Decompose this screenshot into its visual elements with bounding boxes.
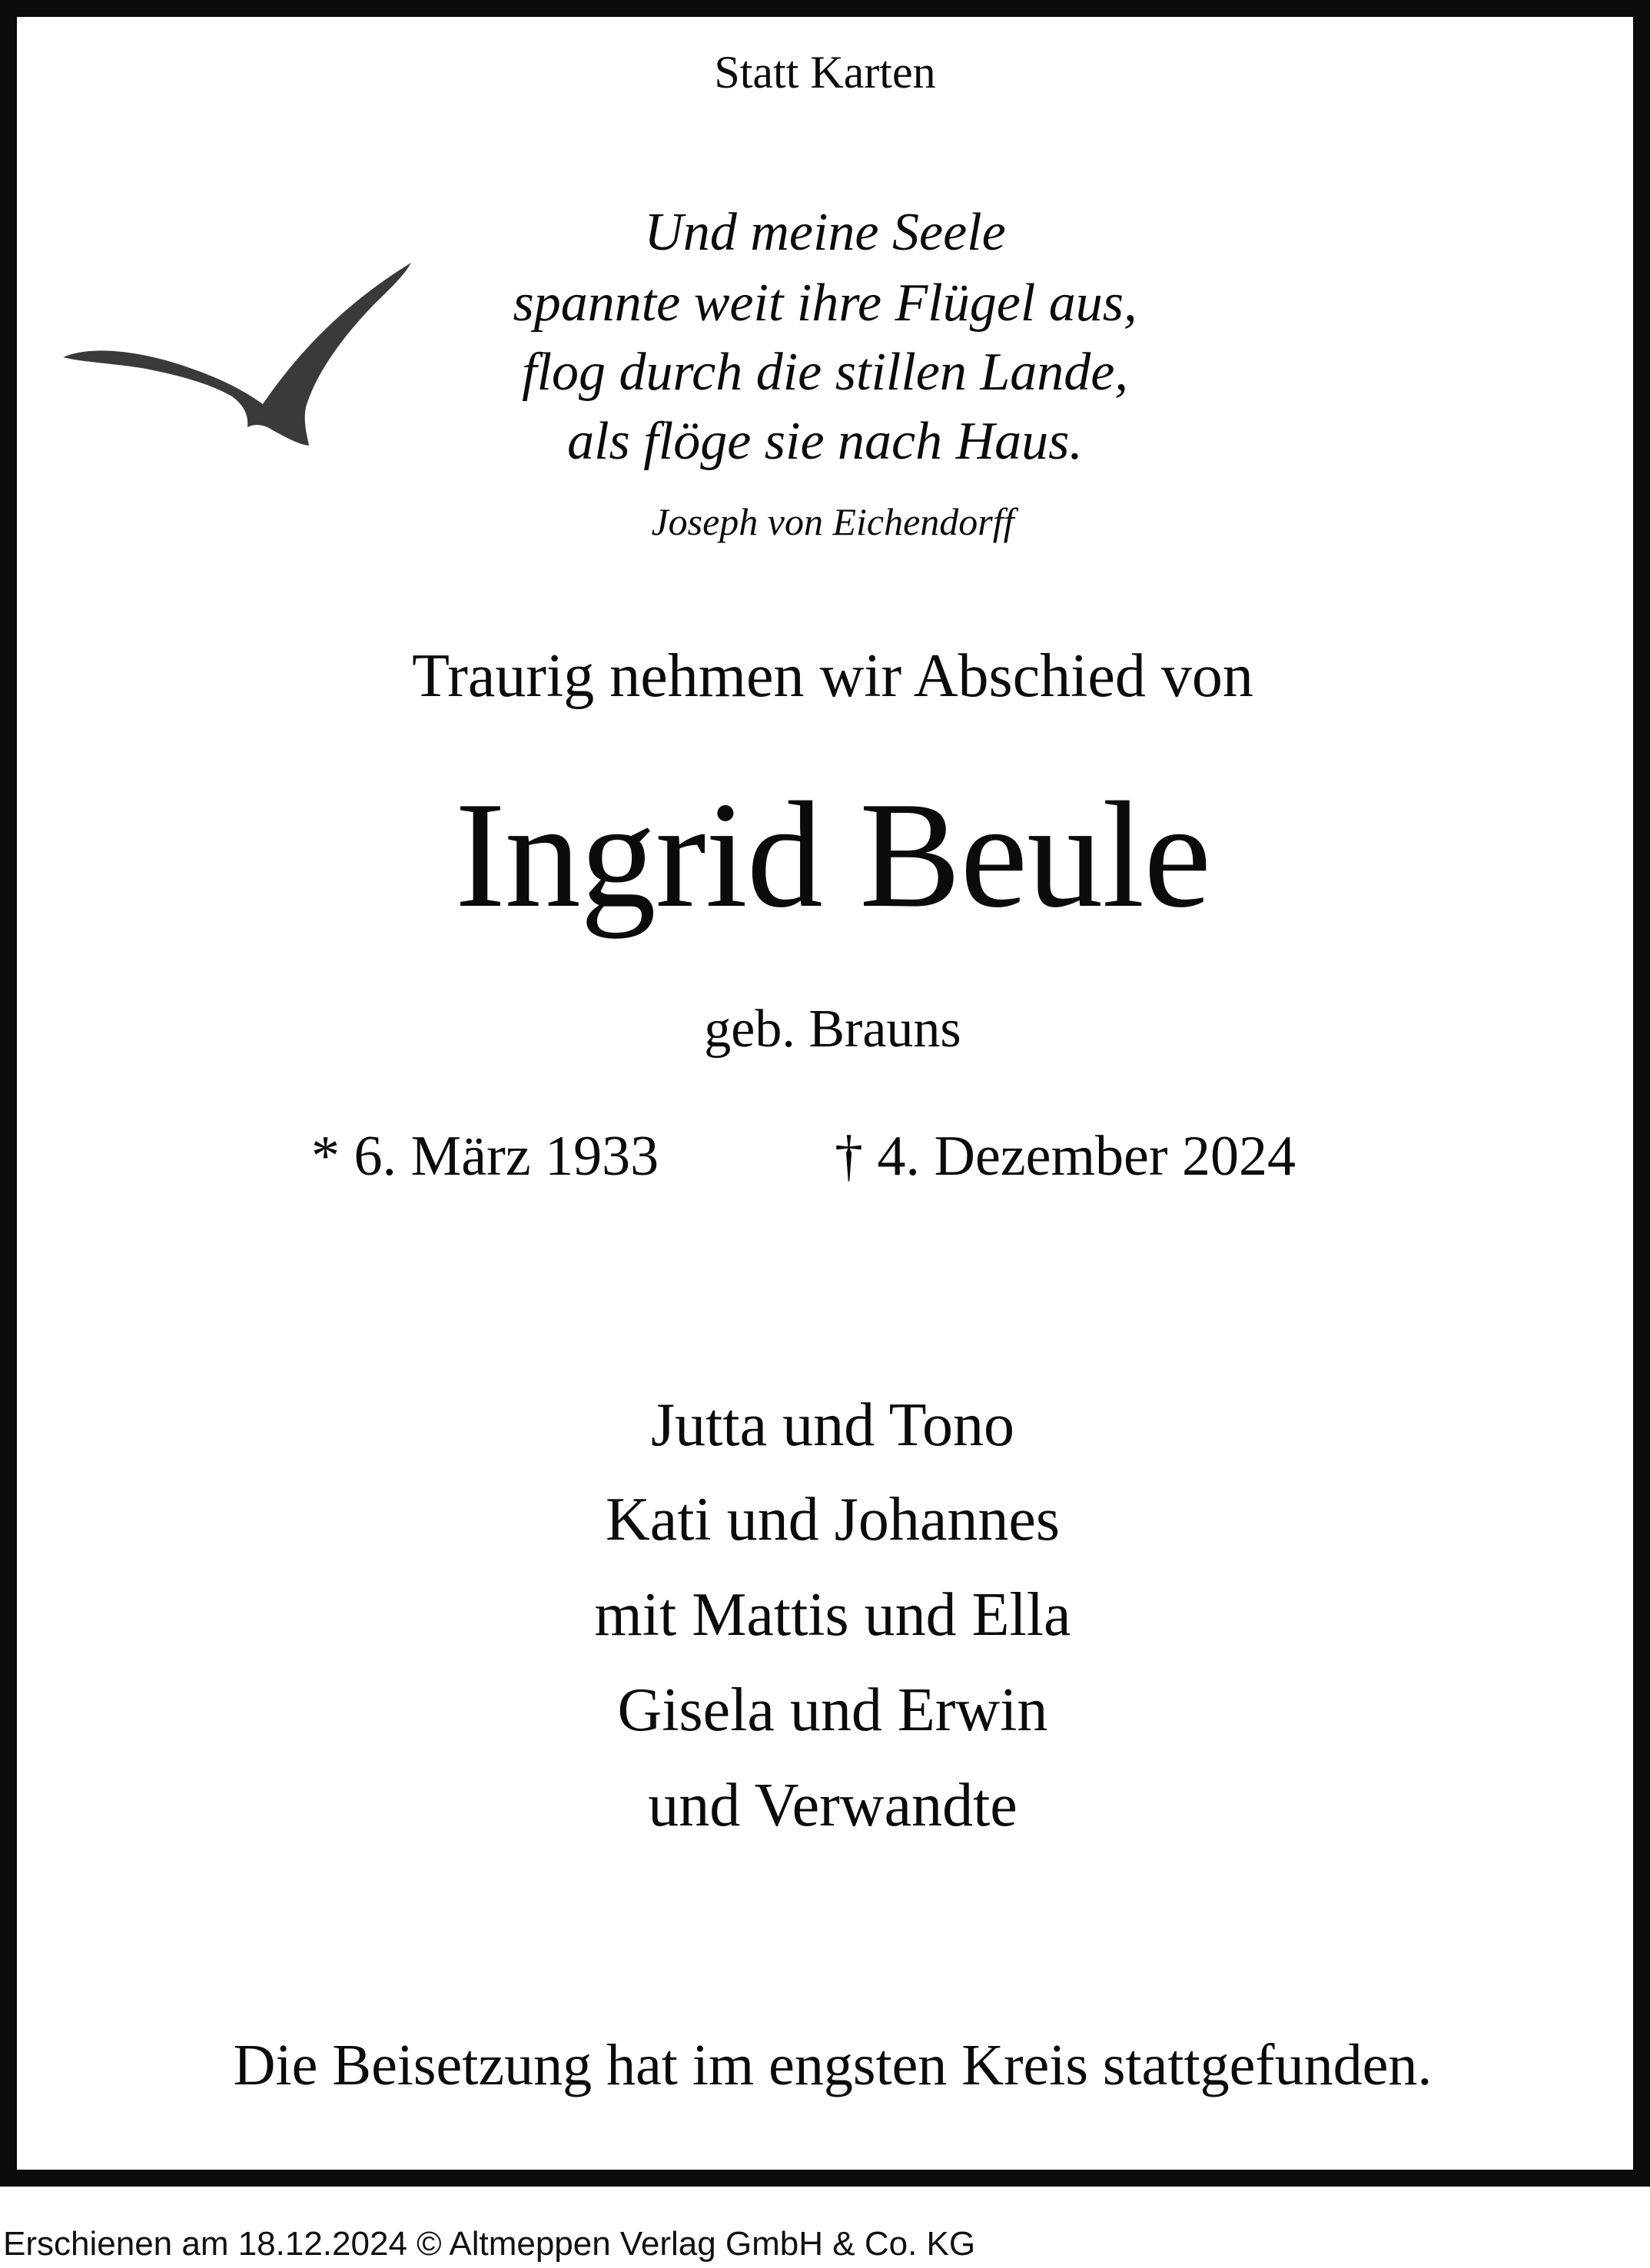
deceased-name: Ingrid Beule: [454, 771, 1211, 939]
poem-line-3: flog durch die stillen Lande,: [522, 343, 1128, 402]
poem-author: Joseph von Eichendorff: [651, 500, 1014, 543]
death-date: † 4. Dezember 2024: [835, 1125, 1296, 1188]
mourner-line: und Verwandte: [648, 1772, 1018, 1839]
mourner-line: Jutta und Tono: [651, 1391, 1014, 1459]
publication-footer: Erschienen am 18.12.2024 © Altmeppen Verlag GmbH & Co. KG: [3, 2225, 976, 2263]
maiden-name: geb. Brauns: [704, 1000, 961, 1059]
mourner-line: mit Mattis und Ella: [594, 1581, 1071, 1649]
farewell-intro: Traurig nehmen wir Abschied von: [412, 642, 1253, 710]
poem-line-2: spannte weit ihre Flügel aus,: [513, 274, 1137, 333]
burial-note: Die Beisetzung hat im engsten Kreis stattgefunden.: [233, 2033, 1433, 2097]
mourner-line: Gisela und Erwin: [617, 1676, 1048, 1744]
birth-date: * 6. März 1933: [311, 1125, 659, 1188]
poem-line-4: als flöge sie nach Haus.: [567, 412, 1083, 471]
mourner-line: Kati und Johannes: [605, 1486, 1060, 1553]
poem-line-1: Und meine Seele: [644, 203, 1006, 262]
statt-karten-label: Statt Karten: [714, 47, 936, 98]
